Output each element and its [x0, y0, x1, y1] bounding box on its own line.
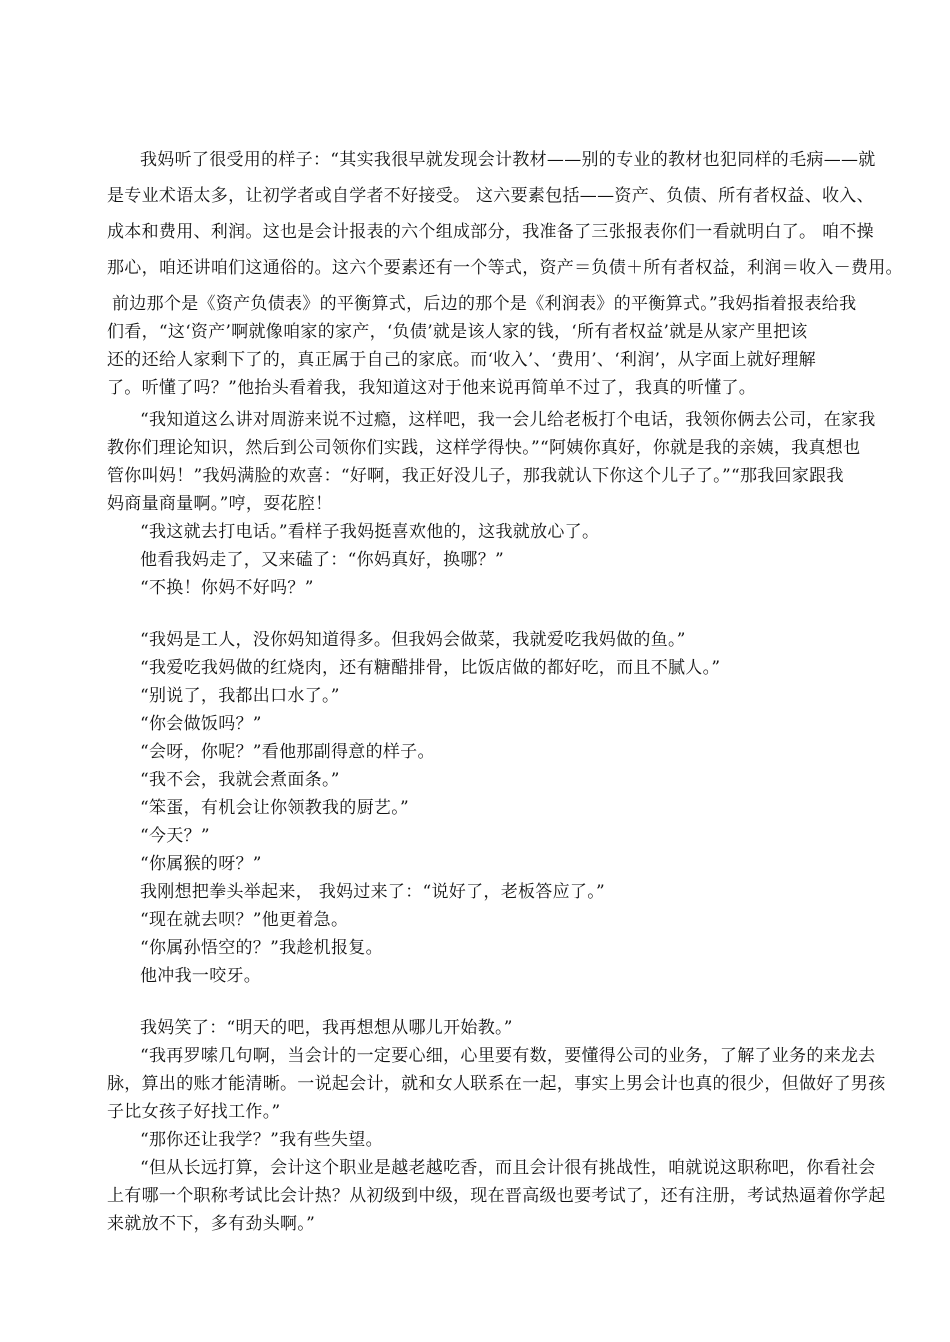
text-line: 还的还给人家剩下了的，真正属于自己的家底。而‘收入’、‘费用’、‘利润’，从字面上就好理解 [107, 350, 816, 370]
text-line: “你属猴的呀？” [140, 854, 262, 874]
text-line: “我爱吃我妈做的红烧肉，还有糖醋排骨，比饭店做的都好吃，而且不腻人。” [140, 658, 721, 678]
text-line: 了。听懂了吗？”他抬头看着我，我知道这对于他来说再简单不过了，我真的听懂了。 [107, 378, 757, 398]
text-line: 子比女孩子好找工作。” [107, 1102, 281, 1122]
text-line: 来就放不下，多有劲头啊。” [107, 1214, 316, 1234]
text-line: “今天？” [140, 826, 210, 846]
text-line: “我知道这么讲对周游来说不过瘾，这样吧，我一会儿给老板打个电话，我领你俩去公司，在家我 [140, 410, 876, 430]
text-line: “不换！你妈不好吗？” [140, 578, 314, 598]
text-line: 我妈笑了：“明天的吧，我再想想从哪儿开始教。” [140, 1018, 513, 1038]
text-line: 我刚想把拳头举起来， 我妈过来了：“说好了，老板答应了。” [140, 882, 605, 902]
text-line: 那心，咱还讲咱们这通俗的。这六个要素还有一个等式，资产＝负债＋所有者权益，利润＝收入－费用。 [107, 258, 903, 278]
text-line: “我再罗嗦几句啊，当会计的一定要心细，心里要有数，要懂得公司的业务，了解了业务的来龙去 [140, 1046, 876, 1066]
text-line: 上有哪一个职称考试比会计热？从初级到中级，现在晋高级也要考试了，还有注册，考试热逼着你学起 [107, 1186, 886, 1206]
text-line: 我妈听了很受用的样子：“其实我很早就发现会计教材——别的专业的教材也犯同样的毛病——就 [140, 150, 876, 170]
text-line: 管你叫妈！”我妈满脸的欢喜：“好啊，我正好没儿子，那我就认下你这个儿子了。”“那我回家跟我 [107, 466, 844, 486]
text-line: “那你还让我学？”我有些失望。 [140, 1130, 383, 1150]
text-line: “我妈是工人，没你妈知道得多。但我妈会做菜，我就爱吃我妈做的鱼。” [140, 630, 686, 650]
text-line: 是专业术语太多，让初学者或自学者不好接受。 这六要素包括——资产、负债、所有者权益、收入、 [107, 186, 874, 206]
text-line: 们看，“这‘资产’啊就像咱家的家产，‘负债’就是该人家的钱，‘所有者权益’就是从家产里把该 [107, 322, 808, 342]
text-line: “笨蛋，有机会让你领教我的厨艺。” [140, 798, 409, 818]
text-line: “现在就去呗？”他更着急。 [140, 910, 349, 930]
text-line: “别说了，我都出口水了。” [140, 686, 340, 706]
text-line: 他看我妈走了，又来磕了：“你妈真好，换哪？” [140, 550, 504, 570]
text-line: 成本和费用、利润。这也是会计报表的六个组成部分，我准备了三张报表你们一看就明白了。 咱不操 [107, 222, 874, 242]
text-line: “你会做饭吗？” [140, 714, 262, 734]
text-line: 前边那个是《资产负债表》的平衡算式，后边的那个是《利润表》的平衡算式。”我妈指着报表给我 [112, 294, 857, 314]
text-line: “会呀，你呢？”看他那副得意的样子。 [140, 742, 435, 762]
text-line: “我不会，我就会煮面条。” [140, 770, 340, 790]
text-line: “你属孙悟空的？”我趁机报复。 [140, 938, 383, 958]
text-line: 教你们理论知识，然后到公司领你们实践，这样学得快。”“阿姨你真好，你就是我的亲姨，我真想也 [107, 438, 861, 458]
text-line: “但从长远打算，会计这个职业是越老越吃香，而且会计很有挑战性，咱就说这职称吧，你看社会 [140, 1158, 876, 1178]
text-line: 他冲我一咬牙。 [140, 966, 262, 986]
text-line: 妈商量商量啊。”哼，耍花腔！ [107, 494, 333, 514]
text-line: 脉，算出的账才能清晰。一说起会计，就和女人联系在一起，事实上男会计也真的很少，但做好了男孩 [107, 1074, 886, 1094]
text-line: “我这就去打电话。”看样子我妈挺喜欢他的，这我就放心了。 [140, 522, 600, 542]
